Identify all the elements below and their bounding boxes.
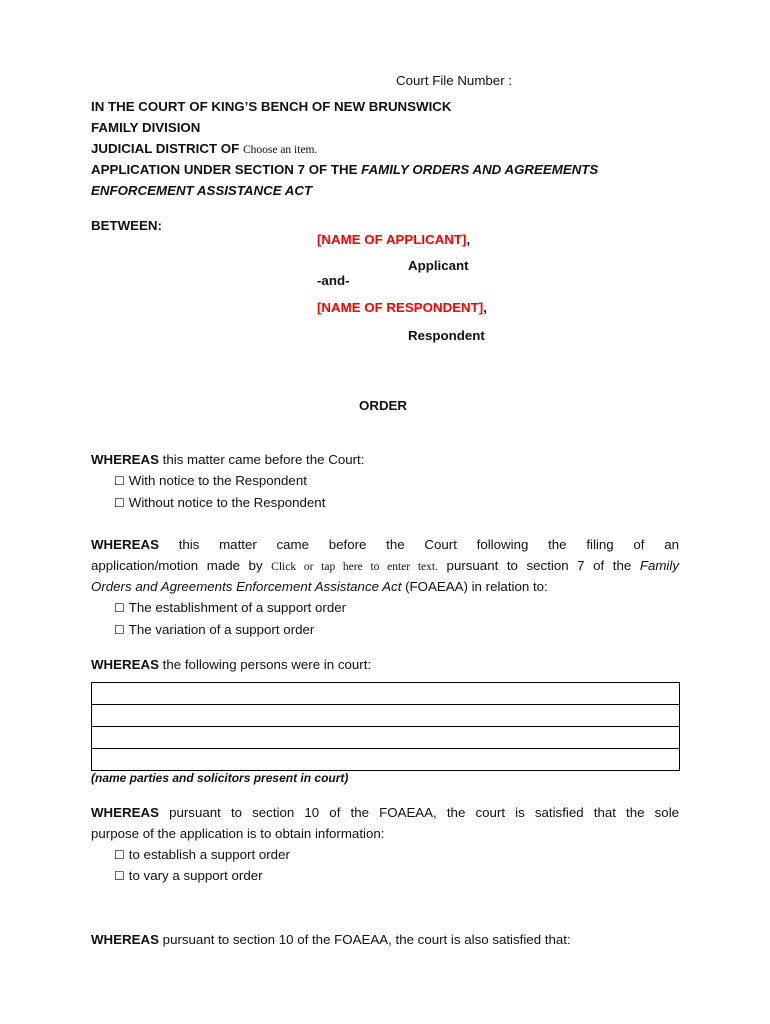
whereas-filing-line3: [91, 579, 548, 594]
persons-cell[interactable]: [92, 683, 680, 705]
support-option-label: The establishment of a support order: [128, 600, 347, 615]
act-name-part1: FAMILY ORDERS AND AGREEMENTS: [361, 162, 599, 177]
filing-word: the: [386, 537, 405, 552]
notice-option-label: Without notice to the Respondent: [128, 495, 326, 510]
checkbox-variation[interactable]: ☐: [114, 623, 125, 637]
info-option-establish[interactable]: [114, 847, 290, 862]
filing-act-italic-name: Orders and Agreements Enforcement Assistance Act: [91, 579, 402, 594]
applicant-line: [317, 232, 470, 247]
persons-table-caption: (name parties and solicitors present in court): [91, 771, 349, 785]
application-heading-line1: [91, 162, 598, 177]
respondent-line: [317, 300, 487, 315]
persons-cell[interactable]: [92, 749, 680, 771]
purpose-word: 10: [304, 805, 320, 820]
whereas-keyword: WHEREAS: [91, 537, 159, 552]
filing-word: of: [633, 537, 645, 552]
info-option-vary[interactable]: [114, 868, 263, 883]
between-label: BETWEEN:: [91, 218, 162, 233]
persons-in-court-table: [91, 682, 680, 771]
purpose-word: is: [515, 805, 525, 820]
respondent-role: Respondent: [408, 328, 485, 343]
persons-cell[interactable]: [92, 727, 680, 749]
judicial-district-label: JUDICIAL DISTRICT OF: [91, 141, 240, 156]
filing-act-italic-start: Family: [639, 558, 679, 573]
table-row: [92, 749, 680, 771]
filing-word: Court: [424, 537, 457, 552]
purpose-word: satisfied: [534, 805, 584, 820]
info-option-label: to establish a support order: [128, 847, 290, 862]
applicant-comma: ,: [466, 232, 471, 247]
whereas-persons-line: [91, 657, 371, 672]
application-prefix: APPLICATION UNDER SECTION 7 OF THE: [91, 162, 358, 177]
info-option-label: to vary a support order: [128, 868, 263, 883]
table-row: [92, 683, 680, 705]
filing-word: came: [276, 537, 310, 552]
checkbox-establishment[interactable]: ☐: [114, 601, 125, 615]
respondent-comma: ,: [483, 300, 487, 315]
support-option-establish[interactable]: [114, 600, 346, 615]
whereas-purpose-line1: [91, 805, 679, 820]
and-separator: -and-: [317, 273, 350, 288]
whereas-persons-text: the following persons were in court:: [162, 657, 372, 672]
purpose-word: FOAEAA,: [379, 805, 437, 820]
filing-prefix: application/motion made by: [91, 558, 263, 573]
court-heading: IN THE COURT OF KING’S BENCH OF NEW BRUNSWICK: [91, 99, 452, 114]
judicial-district-line: [91, 141, 317, 156]
checkbox-vary-info[interactable]: ☐: [114, 869, 125, 883]
purpose-word: the: [350, 805, 369, 820]
checkbox-with-notice[interactable]: ☐: [114, 474, 125, 488]
checkbox-without-notice[interactable]: ☐: [114, 496, 125, 510]
applicant-text-field[interactable]: Click or tap here to enter text.: [271, 561, 438, 573]
applicant-name-field[interactable]: [NAME OF APPLICANT]: [317, 232, 467, 247]
filing-word: before: [328, 537, 367, 552]
purpose-word: to: [230, 805, 243, 820]
judicial-district-dropdown[interactable]: Choose an item.: [242, 144, 318, 156]
applicant-role: Applicant: [408, 258, 469, 273]
whereas-keyword: WHEREAS: [91, 452, 159, 467]
whereas-purpose-line2: purpose of the application is to obtain information:: [91, 826, 385, 841]
filing-word: an: [664, 537, 679, 552]
filing-word: this: [178, 537, 200, 552]
whereas-notice-text: this matter came before the Court:: [162, 452, 365, 467]
persons-cell[interactable]: [92, 705, 680, 727]
filing-word: following: [476, 537, 529, 552]
purpose-word: section: [252, 805, 295, 820]
whereas-notice-line: [91, 452, 364, 467]
support-option-vary[interactable]: [114, 622, 314, 637]
notice-option-without[interactable]: [114, 495, 325, 510]
order-title: ORDER: [359, 398, 408, 413]
whereas-keyword: WHEREAS: [91, 805, 159, 820]
table-row: [92, 705, 680, 727]
filing-relation-text: (FOAEAA) in relation to:: [405, 579, 548, 594]
whereas-satisfied-line: [91, 932, 571, 947]
division-heading: FAMILY DIVISION: [91, 120, 201, 135]
purpose-word: sole: [654, 805, 680, 820]
table-row: [92, 727, 680, 749]
whereas-keyword: WHEREAS: [91, 657, 159, 672]
respondent-name-field[interactable]: [NAME OF RESPONDENT]: [317, 300, 484, 315]
filing-word: the: [548, 537, 567, 552]
whereas-keyword: WHEREAS: [91, 932, 159, 947]
support-option-label: The variation of a support order: [128, 622, 315, 637]
purpose-word: pursuant: [169, 805, 221, 820]
filing-mid: pursuant to section 7 of the: [446, 558, 632, 573]
whereas-filing-line2: [91, 558, 679, 573]
act-name-part2: ENFORCEMENT ASSISTANCE ACT: [91, 183, 313, 198]
purpose-word: that: [593, 805, 616, 820]
filing-word: filing: [586, 537, 614, 552]
filing-word: matter: [219, 537, 257, 552]
notice-option-with[interactable]: [114, 473, 307, 488]
checkbox-establish-info[interactable]: ☐: [114, 848, 125, 862]
purpose-word: court: [475, 805, 506, 820]
purpose-word: of: [329, 805, 341, 820]
purpose-word: the: [446, 805, 466, 820]
court-file-number-label: Court File Number :: [396, 73, 513, 88]
whereas-satisfied-text: pursuant to section 10 of the FOAEAA, the court is also satisfied that:: [162, 932, 571, 947]
purpose-word: the: [626, 805, 645, 820]
whereas-filing-line1: [91, 537, 679, 552]
notice-option-label: With notice to the Respondent: [128, 473, 307, 488]
